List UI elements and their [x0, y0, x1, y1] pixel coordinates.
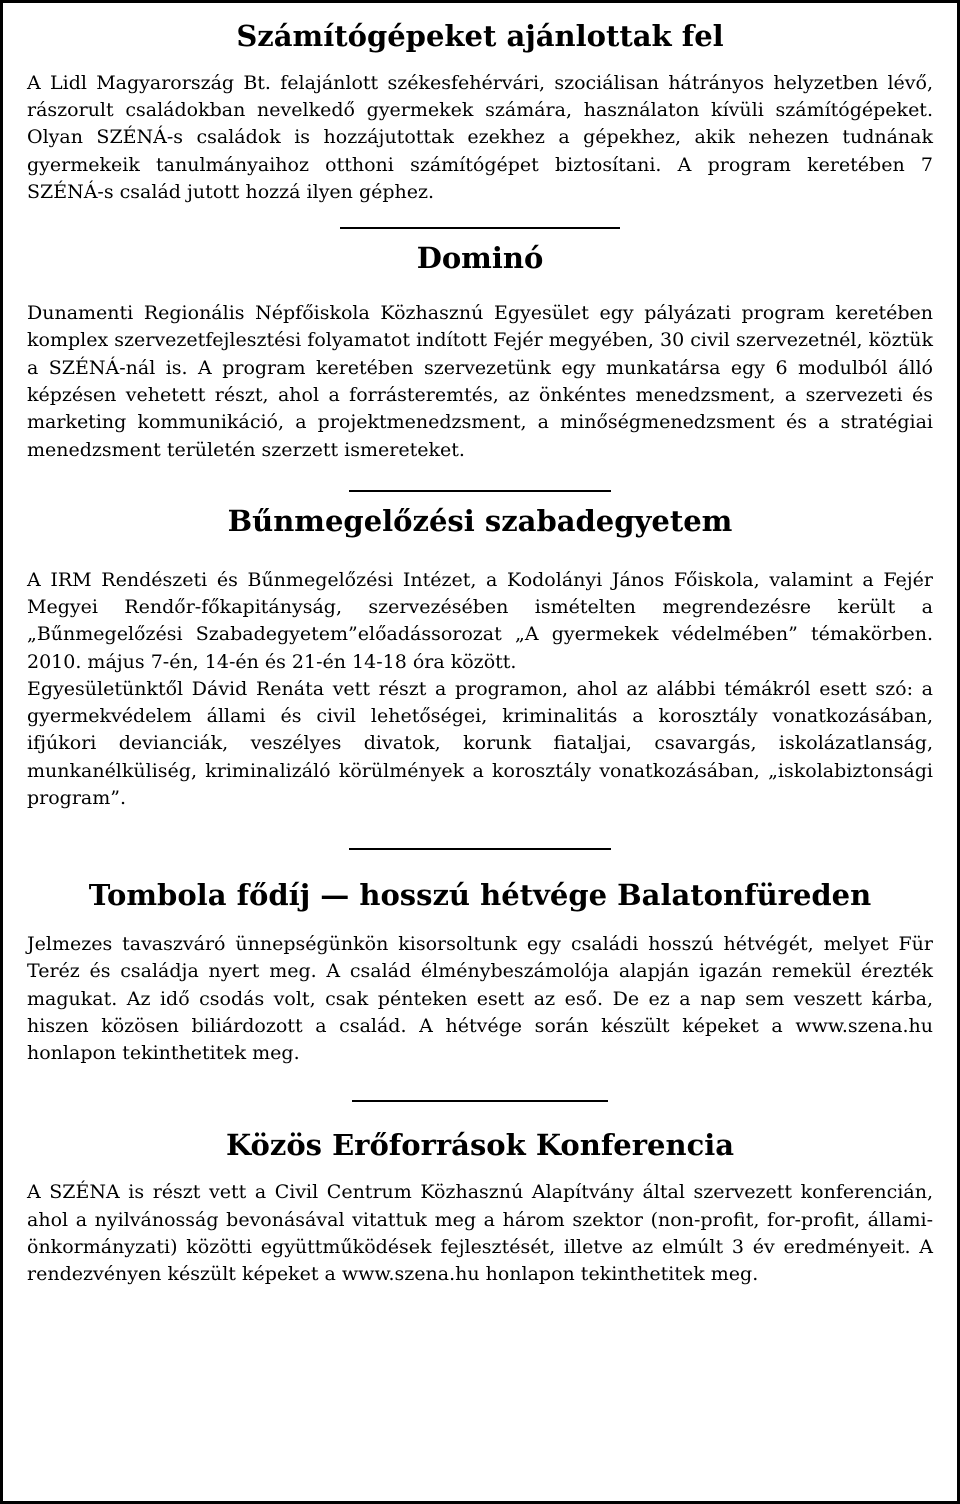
section-paragraph-szamitogepek: A Lidl Magyarország Bt. felajánlott székesfehérvári, szociálisan hátrányos helyzetben lévő, rászorult családokban nevelkedő gyermekek számára, használaton kívüli számítógépeket. Olyan SZÉNÁ-s családok is hozzájutottak ezekhez a gépekhez, akik nehezen tudnának gyermekeik tanulmányaihoz otthoni számítógépet biztosítani. A program keretében 7 SZÉNÁ-s család jutott hozzá ilyen géphez.	[27, 71, 933, 203]
section-title-szamitogepek: Számítógépeket ajánlottak fel	[236, 19, 724, 53]
section-divider	[352, 1100, 608, 1102]
section-divider	[349, 490, 611, 492]
section-paragraph-bunmegelozes-2: Egyesületünktől Dávid Renáta vett részt a programon, ahol az alábbi témákról esett szó: a gyermekvédelem állami és civil lehetőségei, kriminalitás a korosztály vonatkozásában, ifjúkori devianciák, veszélyes divatok, korunk fiataljai, csavargás, iskolázatlanság, munkanélküliség, kriminalizáló körülmények a korosztály vonatkozásában, „iskolabiztonsági program”.	[27, 677, 933, 810]
section-title-tombola: Tombola fődíj — hosszú hétvége Balatonfüreden	[88, 878, 872, 913]
section-title-domino: Dominó	[416, 241, 544, 276]
section-title-bunmegelozes: Bűnmegelőzési szabadegyetem	[227, 503, 733, 538]
section-divider	[340, 227, 620, 229]
section-paragraph-tombola: Jelmezes tavaszváró ünnepségünkön kisorsoltunk egy családi hosszú hétvégét, melyet Für Teréz és családja nyert meg. A család élménybeszámolója alapján igazán remekül érezték magukat. Az idő csodás volt, csak pénteken esett az eső. De ez a nap sem veszett kárba, hiszen közösen biliárdozott a család. A hétvége során készült képeket a www.szena.hu honlapon tekinthetitek meg.	[27, 933, 933, 1065]
section-title-konferencia: Közös Erőforrások Konferencia	[225, 1127, 735, 1162]
section-paragraph-bunmegelozes-1: A IRM Rendészeti és Bűnmegelőzési Intézet, a Kodolányi János Főiskola, valamint a Fejér Megyei Rendőr-főkapitányság, szervezésében ismételten megrendezésre került a „Bűnmegelőzési Szabadegyetem”előadássorozat „A gyermekek védelmében” témakörben. 2010. május 7-én, 14-én és 21-én 14-18 óra között.	[27, 568, 933, 673]
section-paragraph-konferencia: A SZÉNA is részt vett a Civil Centrum Közhasznú Alapítvány által szervezett konferencián, ahol a nyilvánosság bevonásával vitattuk meg a három szektor (non-profit, for-profit, állami-önkormányzati) közötti együttműködések fejlesztését, illetve az elmúlt 3 év eredményeit. A rendezvényen készült képeket a www.szena.hu honlapon tekinthetitek meg.	[27, 1181, 933, 1286]
section-paragraph-domino: Dunamenti Regionális Népfőiskola Közhasznú Egyesület egy pályázati program keretében komplex szervezetfejlesztési folyamatot indított Fejér megyében, 30 civil szervezetnél, köztük a SZÉNÁ-nál is. A program keretében szervezetünk egy munkatársa egy 6 modulból álló képzésen vehetett részt, ahol a forrásteremtés, az önkéntes menedzsment, a szervezeti és marketing kommunikáció, a projektmenedzsment, a minőségmenedzsment és a stratégiai menedzsment területén szerzett ismereteket.	[27, 302, 933, 461]
section-divider	[349, 848, 611, 850]
